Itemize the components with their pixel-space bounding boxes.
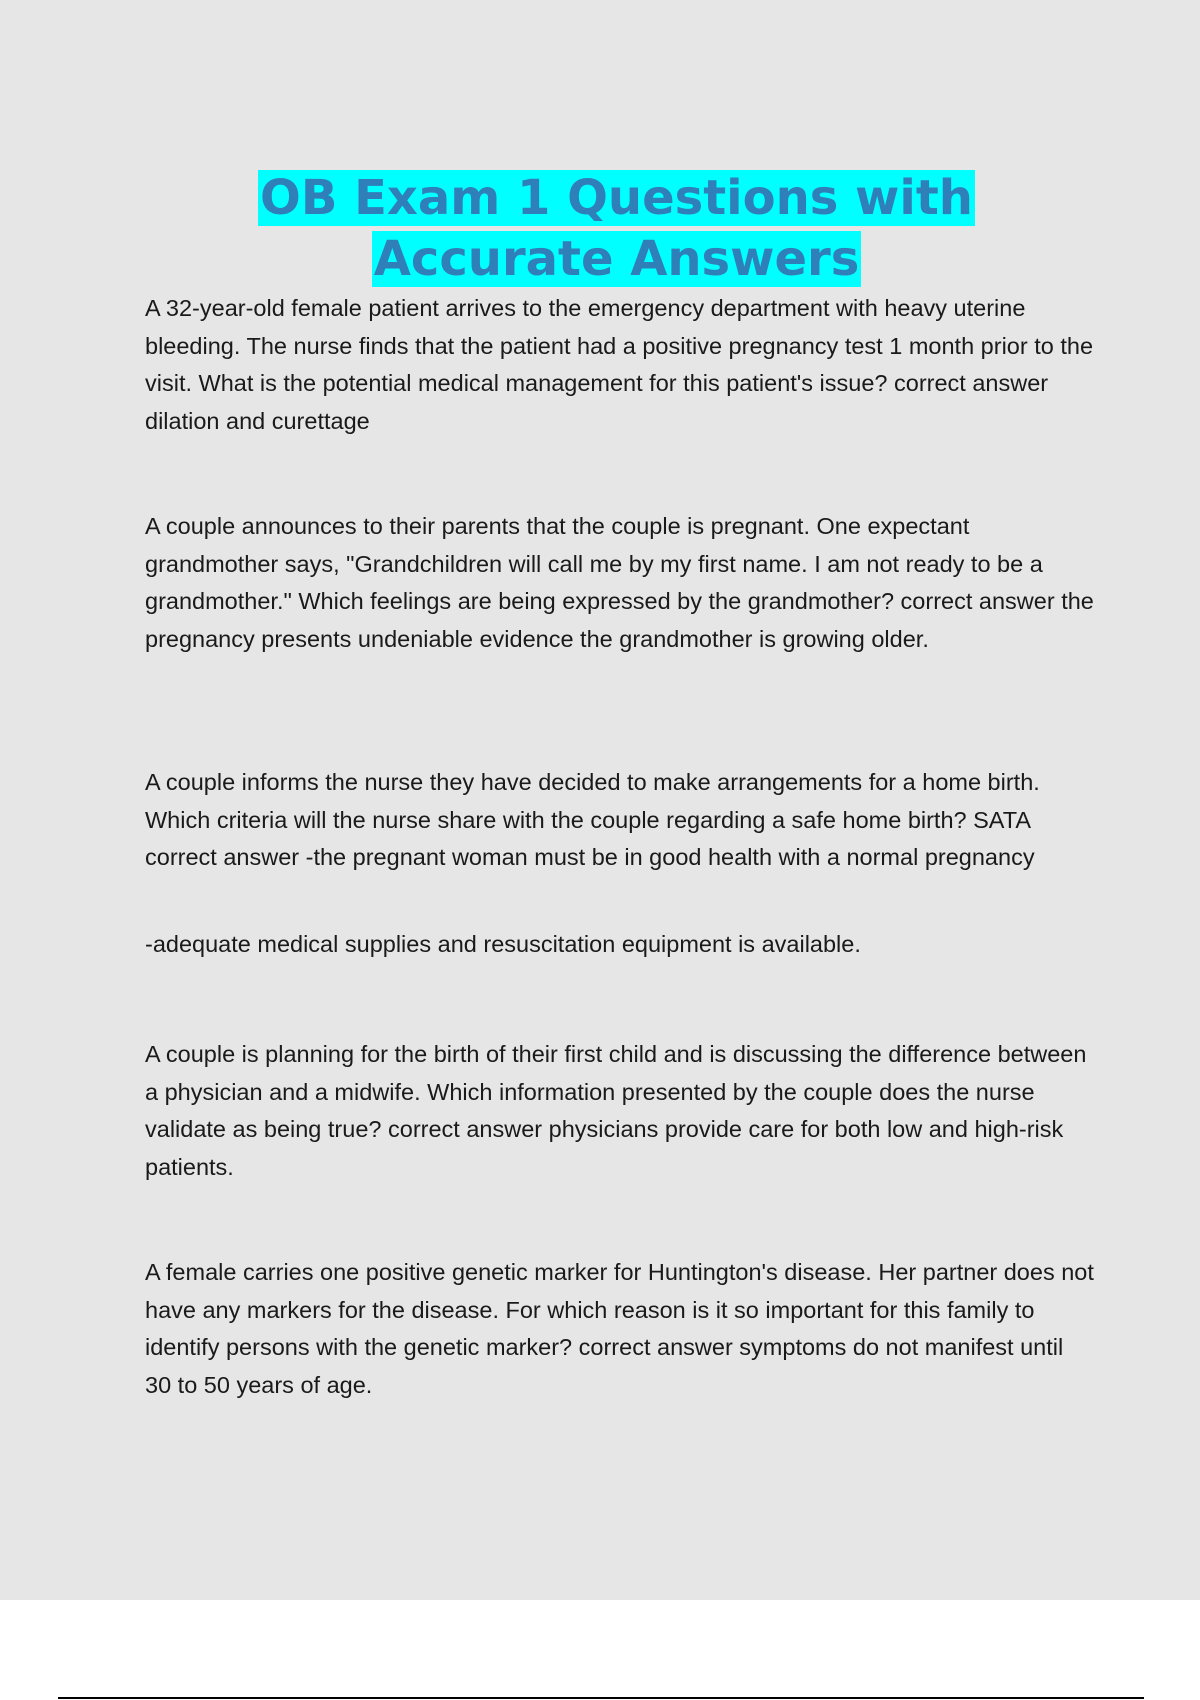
- title-line-1: OB Exam 1 Questions with: [260, 170, 973, 226]
- question-answer-2: A couple announces to their parents that the couple is pregnant. One expectant grandmother says, "Grandchildren will call me by my first name. I am not ready to be a grandmother." Which feelings are being expressed by the grandmother? correct answer the pregnancy presents undeniable evidence the grandmother is growing older.: [145, 513, 1094, 652]
- document-title: [0, 168, 1200, 290]
- question-answer-1: A 32-year-old female patient arrives to the emergency department with heavy uterine bleeding. The nurse finds that the patient had a positive pregnancy test 1 month prior to the visit. What is the potential medical management for this patient's issue? correct answer dilation and curettage: [145, 295, 1094, 434]
- question-answer-4: A couple is planning for the birth of their first child and is discussing the difference between a physician and a midwife. Which information presented by the couple does the nurse validate as being true? correct answer physicians provide care for both low and high-risk patients.: [145, 1041, 1087, 1180]
- question-answer-3: A couple informs the nurse they have decided to make arrangements for a home birth. Which criteria will the nurse share with the couple regarding a safe home birth? SATA correct answer -the pregnant woman must be in good health with a normal pregnancy: [145, 769, 1040, 870]
- title-line-2: Accurate Answers: [373, 231, 860, 287]
- footer-divider: [58, 1697, 1144, 1699]
- question-answer-3-continuation: -adequate medical supplies and resuscitation equipment is available.: [145, 931, 861, 957]
- question-answer-5: A female carries one positive genetic marker for Huntington's disease. Her partner does not have any markers for the disease. For which reason is it so important for this family to identify persons with the genetic marker? correct answer symptoms do not manifest until 30 to 50 years of age.: [145, 1259, 1094, 1398]
